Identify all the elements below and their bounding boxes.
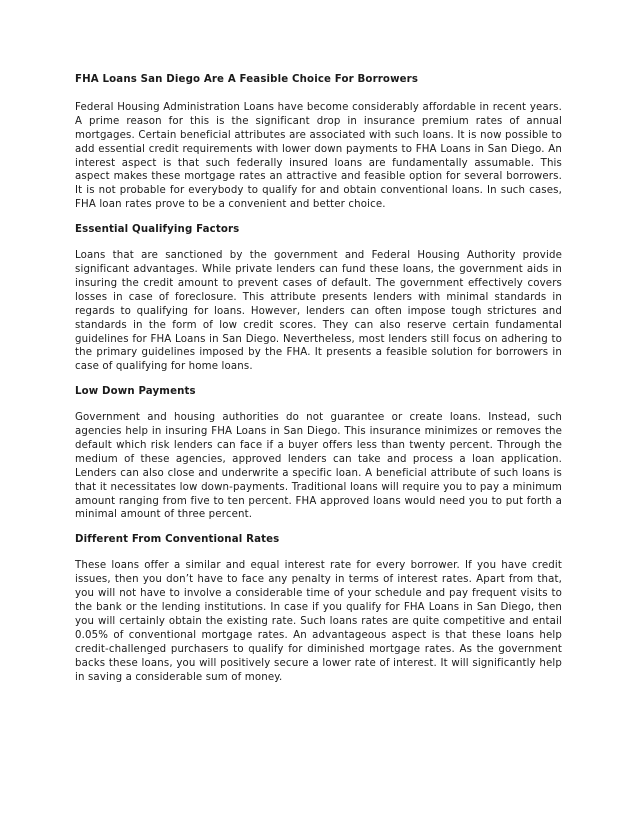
section-heading-low-down-payments: Low Down Payments (75, 386, 196, 398)
section-paragraph-low-down-payments: Government and housing authorities do not guarantee or create loans. Instead, such agencies help in insuring FHA Loans in San Diego. This insurance minimizes or removes the default which risk lenders can face if a buyer offers less than twenty percent. Through the medium of these agencies, approved lenders can take and process a loan application. Lenders can also close and underwrite a specific loan. A beneficial attribute of such loans is that it necessitates low down-payments. Traditional loans will require you to pay a minimum amount ranging from five to ten percent. FHA approved loans would need you to put forth a minimal amount of three percent. (75, 412, 562, 521)
document-page (75, 73, 562, 695)
section-heading-essential-qualifying-factors: Essential Qualifying Factors (75, 224, 240, 236)
section-paragraph-different-from-conventional-rates: These loans offer a similar and equal interest rate for every borrower. If you have credit issues, then you don’t have to face any penalty in terms of interest rates. Apart from that, you will not have to involve a considerable time of your schedule and pay frequent visits to the bank or the lending institutions. In case if you qualify for FHA Loans in San Diego, then you will certainly obtain the existing rate. Such loans rates are quite competitive and entail 0.05% of conventional mortgage rates. An advantageous aspect is that these loans help credit-challenged purchasers to qualify for diminished mortgage rates. As the government backs these loans, you will positively secure a lower rate of interest. It will significantly help in saving a considerable sum of money. (75, 560, 562, 683)
document-title: FHA Loans San Diego Are A Feasible Choice For Borrowers (75, 74, 419, 85)
section-heading-different-from-conventional-rates: Different From Conventional Rates (75, 534, 280, 546)
section-paragraph-essential-qualifying-factors: Loans that are sanctioned by the government and Federal Housing Authority provide significant advantages. While private lenders can fund these loans, the government aids in insuring the credit amount to prevent cases of default. The government effectively covers losses in case of foreclosure. This attribute presents lenders with minimal standards in regards to qualifying for loans. However, lenders can often impose tough strictures and standards in the form of low credit scores. They can also reserve certain fundamental guidelines for FHA Loans in San Diego. Nevertheless, most lenders still focus on adhering to the primary guidelines imposed by the FHA. It presents a feasible solution for borrowers in case of qualifying for home loans. (75, 250, 562, 373)
intro-paragraph: Federal Housing Administration Loans have become considerably affordable in recent years. A prime reason for this is the significant drop in insurance premium rates of annual mortgages. Certain beneficial attributes are associated with such loans. It is now possible to add essential credit requirements with lower down payments to FHA Loans in San Diego. An interest aspect is that such federally insured loans are fundamentally assumable. This aspect makes these mortgage rates an attractive and feasible option for several borrowers. It is not probable for everybody to qualify for and obtain conventional loans. In such cases, FHA loan rates prove to be a convenient and better choice. (75, 101, 562, 211)
